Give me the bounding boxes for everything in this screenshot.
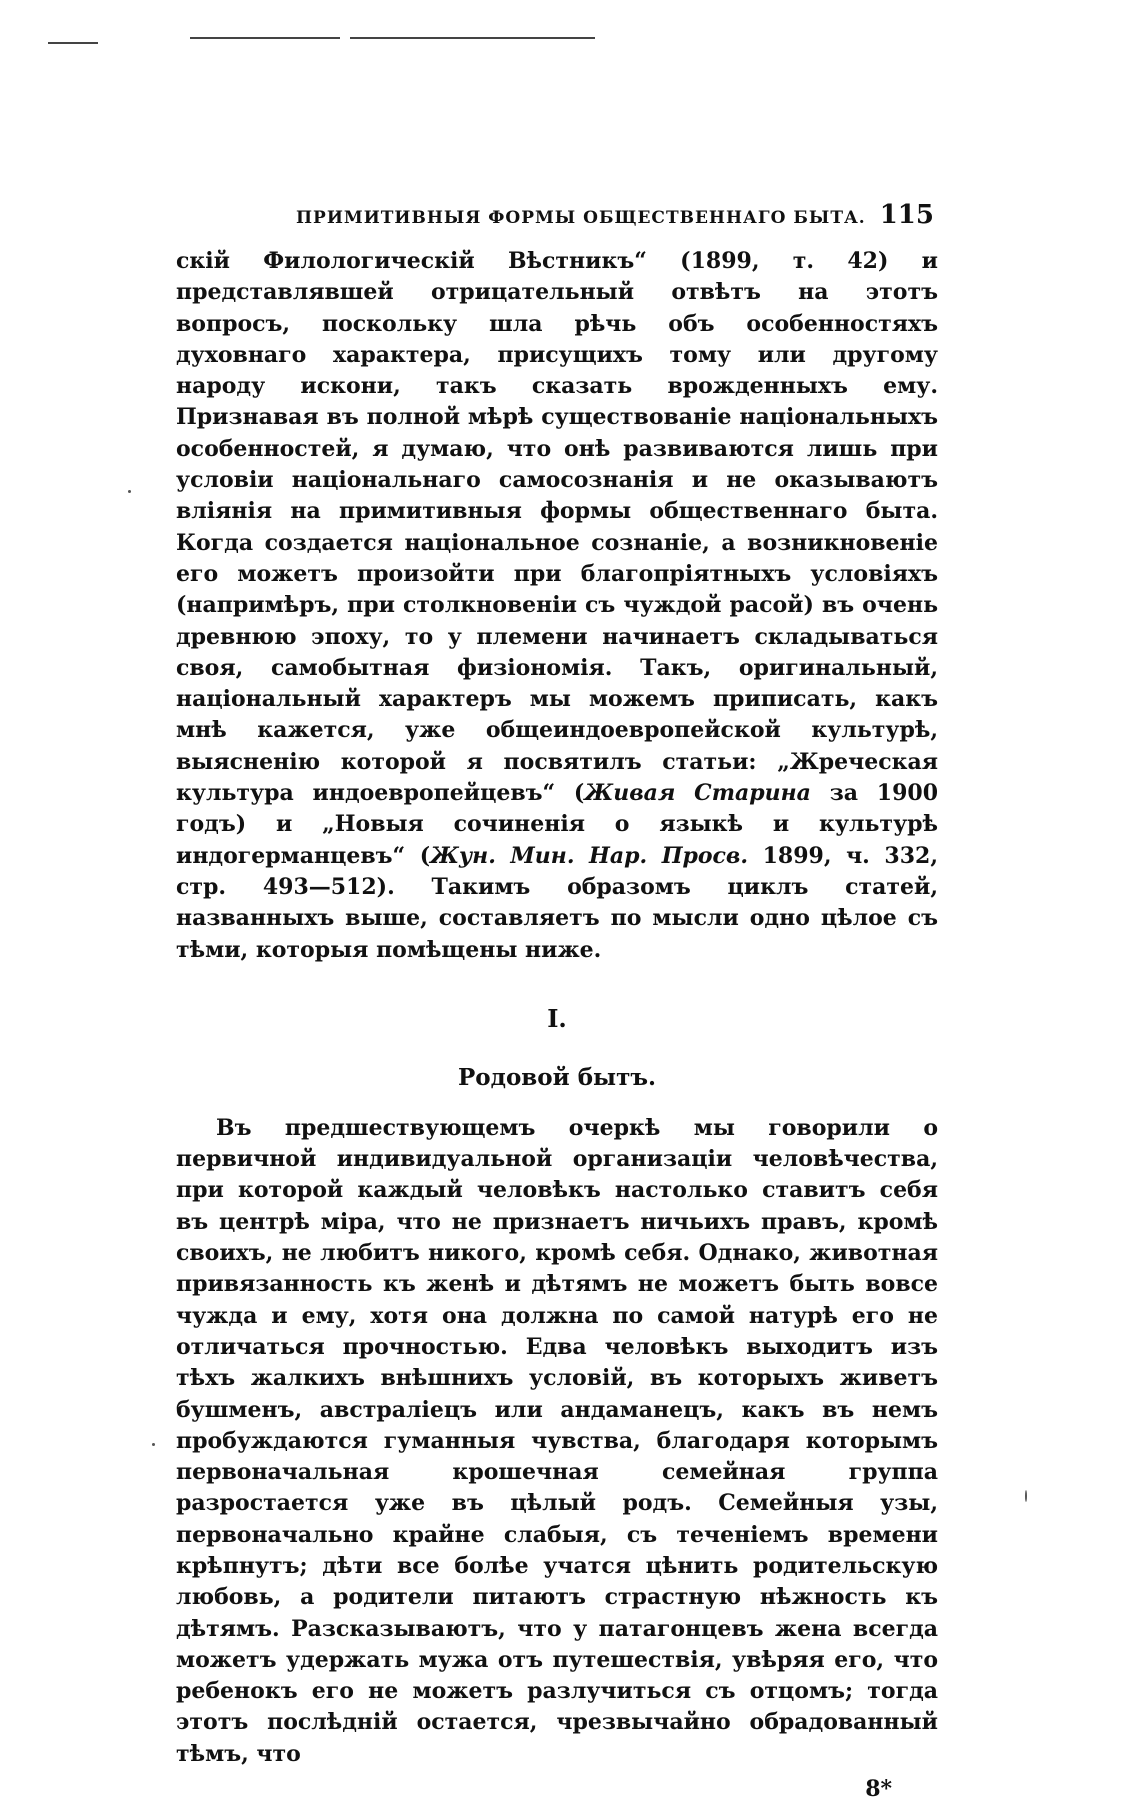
scan-edge-line-right [350,37,595,39]
paragraph-text: скій Филологическій Вѣстникъ“ (1899, т. 42) и представлявшей отрицательный отвѣтъ на этотъ вопросъ, поскольку шла рѣчь объ особенностяхъ духовнаго характера, присущихъ тому или другому народу искони, такъ сказать врожденныхъ ему. Признавая въ полной мѣрѣ существованіе національныхъ особенностей, я думаю, что онѣ развиваются лишь при условіи національнаго самосознанія и не оказываютъ вліянія на примитивныя формы общественнаго быта. Когда создается національное сознаніе, а возникновеніе его можетъ произойти при благопріятныхъ условіяхъ (напримѣръ, при столкновеніи съ чуждой расой) въ очень древнюю эпоху, то у племени начинаетъ складываться своя, самобытная физіономія. Такъ, оригинальный, національный характеръ мы можемъ приписать, какъ мнѣ кажется, уже общеиндоевропейской культурѣ, выясненію которой я посвятилъ статьи: „Жреческая культура индоевропейцевъ“ ( [176,248,938,807]
signature-mark: 8* [865,1776,892,1802]
paragraph-text: за 1900 годъ) и „Новыя сочиненія о языкѣ и культурѣ индогерманцевъ“ ( [176,780,938,869]
page-number: 115 [879,200,934,230]
section-title: Родовой бытъ. [458,1063,656,1091]
scan-speck [152,1443,155,1446]
journal-title-italic: Живая Старина [584,780,811,807]
section-numeral: I. [547,1003,567,1033]
continued-paragraph [176,246,938,966]
scan-edge-line-center [190,37,340,39]
paragraph-text: 1899, ч. 332, стр. 493—512). Такимъ образомъ циклъ статей, названныхъ выше, составляетъ по мысли одно цѣлое съ тѣми, которыя помѣщены ниже. [176,842,938,963]
journal-abbrev-italic: Жун. Мин. Нар. Просв. [430,842,749,869]
scan-edge-line-left [48,42,98,44]
running-head [176,200,938,244]
body-paragraph: Въ предшествующемъ очеркѣ мы говорили о первичной индивидуальной организаціи человѣчества, при которой каждый человѣкъ настолько ставитъ себя въ центрѣ міра, что не признаетъ ничьихъ правъ, кромѣ своихъ, не любитъ никого, кромѣ себя. Однако, животная привязанность къ женѣ и дѣтямъ не можетъ быть вовсе чужда и ему, хотя она должна по самой натурѣ его не отличаться прочностью. Едва человѣкъ выходитъ изъ тѣхъ жалкихъ внѣшнихъ условій, въ которыхъ живетъ бушменъ, австраліецъ или андаманецъ, какъ въ немъ пробуждаются гуманныя чувства, благодаря которымъ первоначальная крошечная семейная группа разростается уже въ цѣлый родъ. Семейныя узы, первоначально крайне слабыя, съ теченіемъ времени крѣпнутъ; дѣти все болѣе учатся цѣнить родительскую любовь, а родители питаютъ страстную нѣжность къ дѣтямъ. Разсказываютъ, что у патагонцевъ жена всегда можетъ удержать мужа отъ путешествія, увѣряя его, что ребенокъ его не можетъ разлучиться съ отцомъ; тогда этотъ послѣдній остается, чрезвычайно обрадованный тѣмъ, что [176,1114,938,1767]
running-head-title: ПРИМИТИВНЫЯ ФОРМЫ ОБЩЕСТВЕННАГО БЫТА. [296,208,866,228]
scan-speck [1025,1490,1027,1502]
book-page [176,200,938,1802]
scan-speck [128,490,131,493]
